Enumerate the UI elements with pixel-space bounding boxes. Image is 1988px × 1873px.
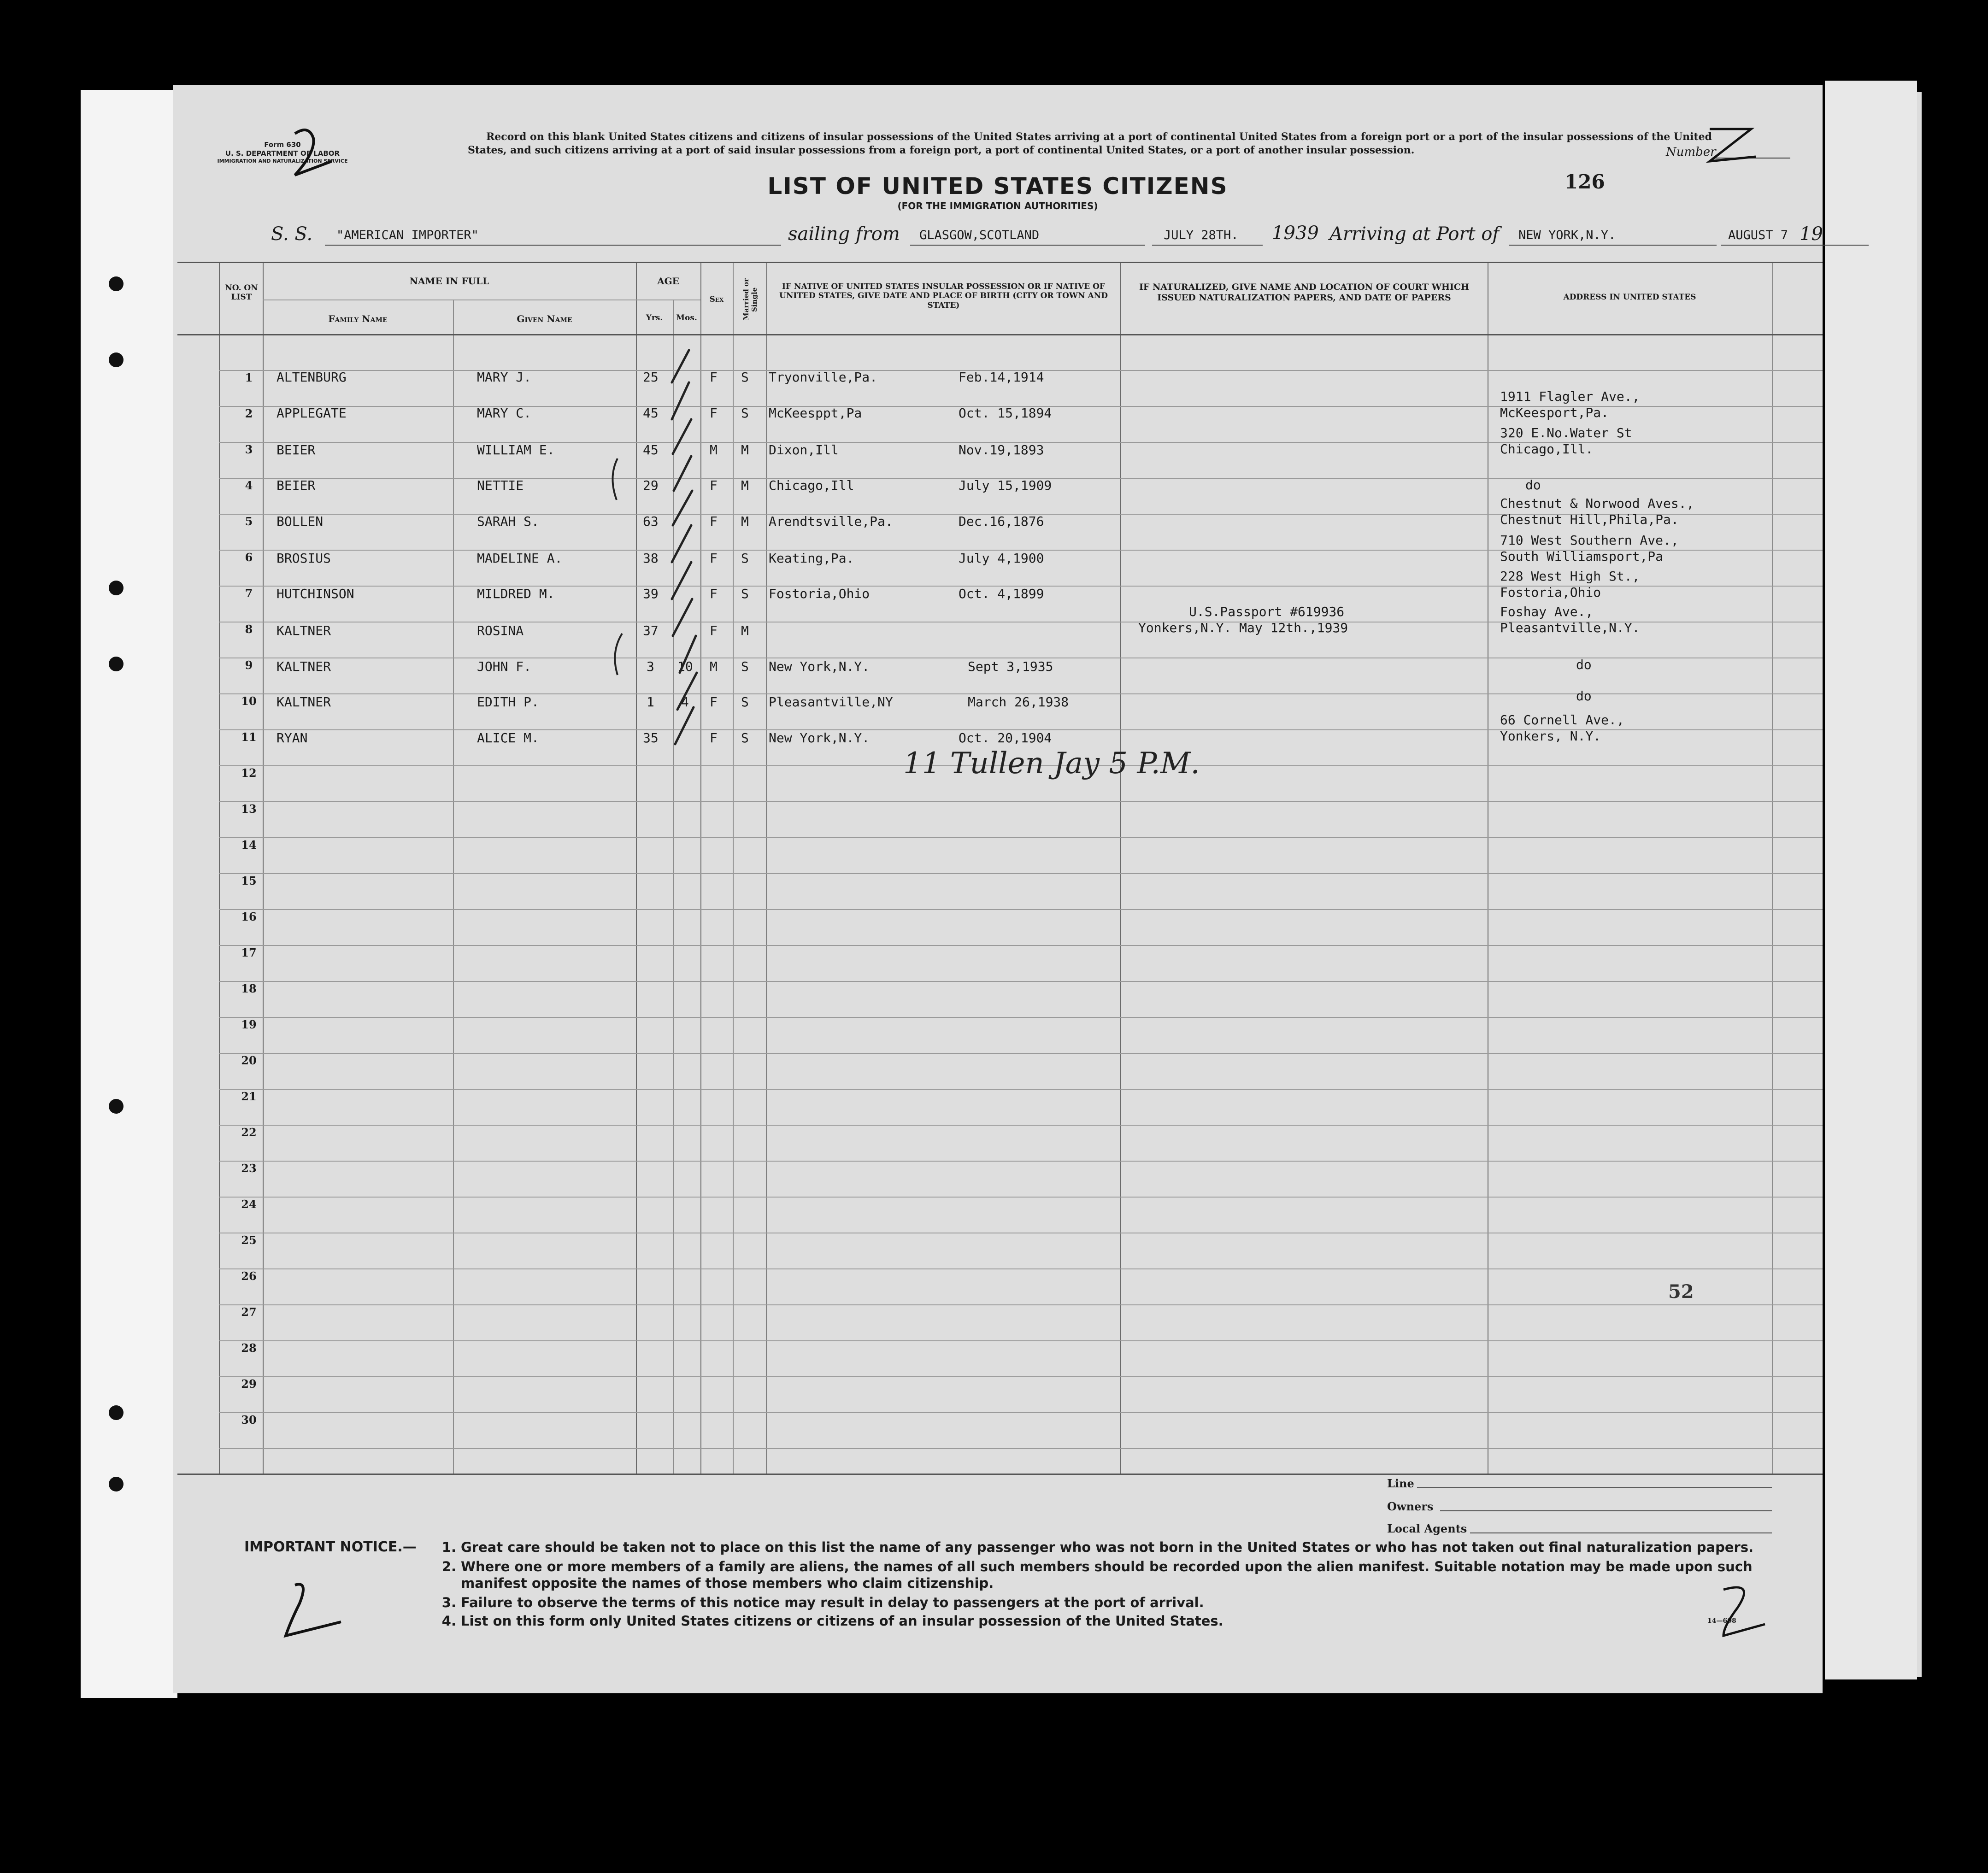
from-port: GLASGOW,SCOTLAND: [919, 228, 1040, 242]
given-name: MADELINE A.: [477, 551, 563, 566]
binder-hole: [109, 352, 124, 367]
agents-signature-line: [1470, 1532, 1772, 1533]
age-years: 39: [643, 586, 659, 601]
family-name: ALTENBURG: [276, 370, 347, 385]
age-years: 29: [643, 478, 659, 493]
row-rule: [219, 801, 1823, 802]
arrival-port: NEW YORK,N.Y.: [1518, 228, 1616, 242]
sex: F: [710, 694, 718, 710]
handwritten-mark-icon: [272, 1576, 346, 1650]
row-number: 16: [241, 910, 257, 923]
birth-place: Fostoria,Ohio: [769, 586, 870, 601]
age-years: 1: [647, 694, 654, 710]
binder-margin: [81, 90, 177, 1698]
sex: F: [710, 730, 718, 746]
row-number: 5: [245, 515, 253, 528]
address-line: Chestnut Hill,Phila,Pa.: [1500, 512, 1679, 527]
ship-name: "AMERICAN IMPORTER": [336, 228, 479, 242]
birth-place: Arendtsville,Pa.: [769, 514, 893, 529]
row-number: 29: [241, 1377, 257, 1391]
sex: F: [710, 586, 718, 601]
marital-status: M: [741, 623, 749, 638]
col-divider: [453, 299, 454, 1474]
row-rule: [219, 1089, 1823, 1090]
bracket-marks: [604, 449, 631, 680]
page-number: 126: [1565, 170, 1605, 193]
birth-date: Dec.16,1876: [959, 514, 1044, 529]
row-rule: [219, 1340, 1823, 1341]
row-number: 6: [245, 551, 253, 564]
row-rule: [219, 1304, 1823, 1305]
back-sheet-edge: [1825, 81, 1917, 1679]
birth-place: Keating,Pa.: [769, 551, 854, 566]
col-divider: [636, 262, 637, 1474]
header-mos: Mos.: [676, 313, 697, 323]
row-number: 7: [245, 587, 253, 600]
birth-date: March 26,1938: [968, 694, 1069, 710]
age-months: 10: [677, 659, 693, 674]
address-line: Foshay Ave.,: [1500, 604, 1594, 619]
row-rule: [219, 1161, 1823, 1162]
age-years: 37: [643, 623, 659, 638]
sailing-label: sailing from: [788, 223, 900, 245]
row-number: 2: [245, 407, 253, 420]
arrival-port-line: [1509, 245, 1717, 246]
row-number: 15: [241, 874, 257, 887]
header-address: ADDRESS IN UNITED STATES: [1563, 293, 1696, 302]
age-years: 3: [647, 659, 654, 674]
row-number: 11: [241, 730, 257, 744]
sail-date-line: [1152, 245, 1263, 246]
header-yrs: Yrs.: [646, 313, 663, 323]
given-name: NETTIE: [477, 478, 524, 493]
birth-date: July 4,1900: [959, 551, 1044, 566]
given-name: MARY C.: [477, 405, 532, 421]
age-years: 38: [643, 551, 659, 566]
birth-date: Nov.19,1893: [959, 442, 1044, 458]
binder-hole: [109, 1477, 124, 1491]
address-line: do: [1576, 688, 1592, 704]
birth-place: Dixon,Ill: [769, 442, 839, 458]
birth-place: Chicago,Ill: [769, 478, 854, 493]
row-number: 27: [241, 1305, 257, 1319]
age-months: 4: [681, 694, 689, 710]
from-port-line: [910, 245, 1145, 246]
local-agents-label: Local Agents: [1387, 1522, 1467, 1535]
row-rule: [219, 945, 1823, 946]
family-name: RYAN: [276, 730, 308, 746]
sex: M: [710, 442, 718, 458]
row-rule: [219, 1197, 1823, 1198]
row-number: 4: [245, 479, 253, 492]
notice-item: 1. Great care should be taken not to place on this list the name of any passenger who was not born in the United States or who has not taken out final naturalization papers.: [441, 1539, 1754, 1555]
binder-hole: [109, 657, 124, 671]
page-title: LIST OF UNITED STATES CITIZENS: [767, 173, 1228, 200]
family-name: BOLLEN: [276, 514, 323, 529]
notice-item: 2. Where one or more members of a family are aliens, the names of all such members should be recorded upon the alien manifest. Suitable notation may be made upon such manifest opposite the names of those members who claim citizenship.: [441, 1559, 1753, 1591]
handwritten-annotation: 11 Tullen Jay 5 P.M.: [903, 746, 1200, 781]
birth-place: Tryonville,Pa.: [769, 370, 878, 385]
age-years: 25: [643, 370, 659, 385]
row-rule: [219, 1268, 1823, 1269]
binder-hole: [109, 1405, 124, 1420]
marital-status: S: [741, 730, 749, 746]
department-name: U. S. DEPARTMENT OF LABOR: [225, 149, 340, 158]
owners-label: Owners: [1387, 1500, 1434, 1513]
address-line: Chestnut & Norwood Aves.,: [1500, 496, 1694, 511]
row-rule: [219, 1125, 1823, 1126]
address-line: 710 West Southern Ave.,: [1500, 533, 1679, 548]
row-rule: [219, 837, 1823, 838]
address-line: do: [1576, 657, 1592, 672]
address-line: Yonkers, N.Y.: [1500, 728, 1601, 744]
marital-status: M: [741, 514, 749, 529]
row-number: 10: [241, 694, 257, 708]
given-name: WILLIAM E.: [477, 442, 555, 458]
row-rule: [219, 1376, 1823, 1377]
table-bottom-rule: [177, 1474, 1823, 1475]
line-signature-line: [1417, 1487, 1772, 1488]
row-number: 19: [241, 1018, 257, 1031]
row-number: 1: [245, 371, 253, 384]
row-number: 28: [241, 1341, 257, 1355]
birth-place: New York,N.Y.: [769, 659, 870, 674]
row-number: 3: [245, 443, 253, 456]
address-line: 66 Cornell Ave.,: [1500, 712, 1624, 728]
row-number: 14: [241, 838, 257, 851]
marital-status: M: [741, 442, 749, 458]
arrival-date-line: [1721, 245, 1869, 246]
family-name: BEIER: [276, 478, 316, 493]
row-rule: [219, 1017, 1823, 1018]
row-number: 9: [245, 658, 253, 672]
col-divider: [766, 262, 767, 1474]
col-divider: [1120, 262, 1121, 1474]
family-name: KALTNER: [276, 659, 331, 674]
row-number: 17: [241, 946, 257, 959]
col-divider: [263, 262, 264, 1474]
number-label: Number: [1666, 145, 1716, 159]
address-line: McKeesport,Pa.: [1500, 405, 1609, 420]
family-name: BROSIUS: [276, 551, 331, 566]
binder-hole: [109, 276, 124, 291]
row-number: 30: [241, 1413, 257, 1427]
handwritten-mark-icon: [1700, 124, 1765, 175]
sex: F: [710, 370, 718, 385]
header-name-in-full: NAME IN FULL: [409, 276, 489, 287]
header-given-name: Given Name: [517, 313, 572, 324]
binder-hole: [109, 1099, 124, 1114]
header-native-birth: IF NATIVE OF UNITED STATES INSULAR POSSESSION OR IF NATIVE OF UNITED STATES, GIVE DATE AND PLACE OF BIRTH (CITY OR TOWN AND STATE): [779, 282, 1108, 310]
birth-date: Oct. 4,1899: [959, 586, 1044, 601]
birth-place: Pleasantville,NY: [769, 694, 893, 710]
family-name: BEIER: [276, 442, 316, 458]
ship-line: [325, 245, 781, 246]
family-name: KALTNER: [276, 694, 331, 710]
handwritten-mark-icon: [276, 124, 341, 198]
ss-label: S. S.: [271, 223, 313, 245]
address-line: 228 West High St.,: [1500, 569, 1640, 584]
age-years: 45: [643, 442, 659, 458]
marital-status: M: [741, 478, 749, 493]
sex: F: [710, 623, 718, 638]
notice-text: List on this form only United States citizens or citizens of an insular possession of the United States.: [461, 1613, 1223, 1629]
birth-place: New York,N.Y.: [769, 730, 870, 746]
row-rule: [219, 1053, 1823, 1054]
table-top-rule: [177, 262, 1823, 263]
address-line: 320 E.No.Water St: [1500, 425, 1632, 440]
row-rule: [219, 909, 1823, 910]
page-stamp: 52: [1668, 1281, 1694, 1303]
marital-status: S: [741, 659, 749, 674]
row-number: 23: [241, 1162, 257, 1175]
service-name: IMMIGRATION AND NATURALIZATION SERVICE: [217, 158, 348, 164]
notice-item: 3. Failure to observe the terms of this notice may result in delay to passengers at the port of arrival.: [441, 1595, 1204, 1610]
row-rule: [219, 873, 1823, 874]
age-years: 45: [643, 405, 659, 421]
checkmark-strokes: [664, 332, 723, 756]
address-line: Pleasantville,N.Y.: [1500, 620, 1640, 635]
header-married-or-single: Married or Single: [742, 278, 759, 321]
address-line: Chicago,Ill.: [1500, 441, 1594, 457]
marital-status: S: [741, 370, 749, 385]
name-subheader-rule: [263, 299, 636, 300]
row-number: 13: [241, 802, 257, 816]
birth-date: Feb.14,1914: [959, 370, 1044, 385]
given-name: MILDRED M.: [477, 586, 555, 601]
arrival-date: AUGUST 7: [1728, 228, 1788, 242]
header-sex: Sex: [709, 295, 724, 304]
age-years: 63: [643, 514, 659, 529]
row-number: 24: [241, 1198, 257, 1211]
address-line: South Williamsport,Pa: [1500, 549, 1664, 564]
sex: F: [710, 478, 718, 493]
binder-hole: [109, 581, 124, 595]
sail-date: JULY 28TH.: [1164, 228, 1239, 242]
given-name: JOHN F.: [477, 659, 532, 674]
birth-date: Sept 3,1935: [968, 659, 1053, 674]
marital-status: S: [741, 586, 749, 601]
notice-text: Failure to observe the terms of this notice may result in delay to passengers at the port of arrival.: [461, 1595, 1204, 1610]
header-naturalized: IF NATURALIZED, GIVE NAME AND LOCATION OF COURT WHICH ISSUED NATURALIZATION PAPERS, AND DATE OF PAPERS: [1139, 282, 1469, 303]
notice-text: Great care should be taken not to place on this list the name of any passenger who was not born in the United States or who has not taken out final naturalization papers.: [461, 1539, 1754, 1555]
sex: M: [710, 659, 718, 674]
row-rule: [219, 1412, 1823, 1413]
marital-status: S: [741, 551, 749, 566]
header-bottom-rule: [177, 334, 1823, 335]
owners-signature-line: [1440, 1510, 1772, 1511]
header-family-name: Family Name: [328, 313, 388, 324]
header-no-on-list: NO. ON LIST: [225, 283, 258, 302]
footer-form-code: 14—608: [1707, 1617, 1736, 1625]
year-prefix: 19: [1800, 223, 1823, 245]
sex: F: [710, 551, 718, 566]
given-name: EDITH P.: [477, 694, 539, 710]
address-line: Fostoria,Ohio: [1500, 585, 1601, 600]
header-age: AGE: [657, 276, 679, 287]
handwritten-mark-icon: [1710, 1580, 1770, 1645]
row-number: 21: [241, 1090, 257, 1103]
birth-date: Oct. 15,1894: [959, 405, 1052, 421]
voyage-details: [173, 223, 1823, 251]
naturalization-line: U.S.Passport #619936: [1189, 604, 1345, 619]
row-number: 26: [241, 1269, 257, 1283]
arriving-label: Arriving at Port of: [1329, 223, 1500, 245]
given-name: ROSINA: [477, 623, 524, 638]
given-name: MARY J.: [477, 370, 532, 385]
col-divider: [1772, 262, 1773, 1474]
family-name: APPLEGATE: [276, 405, 347, 421]
record-instructions: Record on this blank United States citizens and citizens of insular possessions of the United States arriving at a port of continental United States from a foreign port or a port of the insular possessions of the United States, and such citizens arriving at a port of said insular possessions from a foreign port, a port of continental United States, or a port of another insular possession.: [468, 131, 1712, 156]
row-number: 12: [241, 766, 257, 780]
row-number: 25: [241, 1233, 257, 1247]
given-name: ALICE M.: [477, 730, 539, 746]
notice-text: Where one or more members of a family are aliens, the names of all such members should be recorded upon the alien manifest. Suitable notation may be made upon such manifest opposite the names of those members who claim citizenship.: [461, 1559, 1753, 1591]
birth-date: July 15,1909: [959, 478, 1052, 493]
birth-date: Oct. 20,1904: [959, 730, 1052, 746]
manifest-page: [173, 85, 1823, 1693]
birth-place: McKeesppt,Pa: [769, 405, 862, 421]
sex: F: [710, 514, 718, 529]
family-name: HUTCHINSON: [276, 586, 354, 601]
address-line: 1911 Flagler Ave.,: [1500, 389, 1640, 404]
notice-title: IMPORTANT NOTICE.—: [244, 1539, 417, 1555]
family-name: KALTNER: [276, 623, 331, 638]
sail-year: 1939: [1272, 223, 1319, 244]
row-number: 8: [245, 622, 253, 636]
line-label: Line: [1387, 1477, 1414, 1490]
age-subheader-rule: [636, 299, 700, 300]
marital-status: S: [741, 405, 749, 421]
sex: F: [710, 405, 718, 421]
naturalization-line: Yonkers,N.Y. May 12th.,1939: [1138, 620, 1348, 635]
col-divider: [219, 262, 220, 1474]
row-rule: [219, 981, 1823, 982]
address-line: do: [1525, 477, 1541, 493]
notice-item: 4. List on this form only United States citizens or citizens of an insular possession of the United States.: [441, 1613, 1223, 1629]
age-years: 35: [643, 730, 659, 746]
form-number: Form 630: [264, 141, 301, 149]
marital-status: S: [741, 694, 749, 710]
row-number: 18: [241, 982, 257, 995]
page-subtitle: (FOR THE IMMIGRATION AUTHORITIES): [897, 200, 1098, 211]
row-number: 22: [241, 1126, 257, 1139]
col-divider: [733, 262, 734, 1474]
row-number: 20: [241, 1054, 257, 1067]
row-rule: [219, 1448, 1823, 1449]
given-name: SARAH S.: [477, 514, 539, 529]
